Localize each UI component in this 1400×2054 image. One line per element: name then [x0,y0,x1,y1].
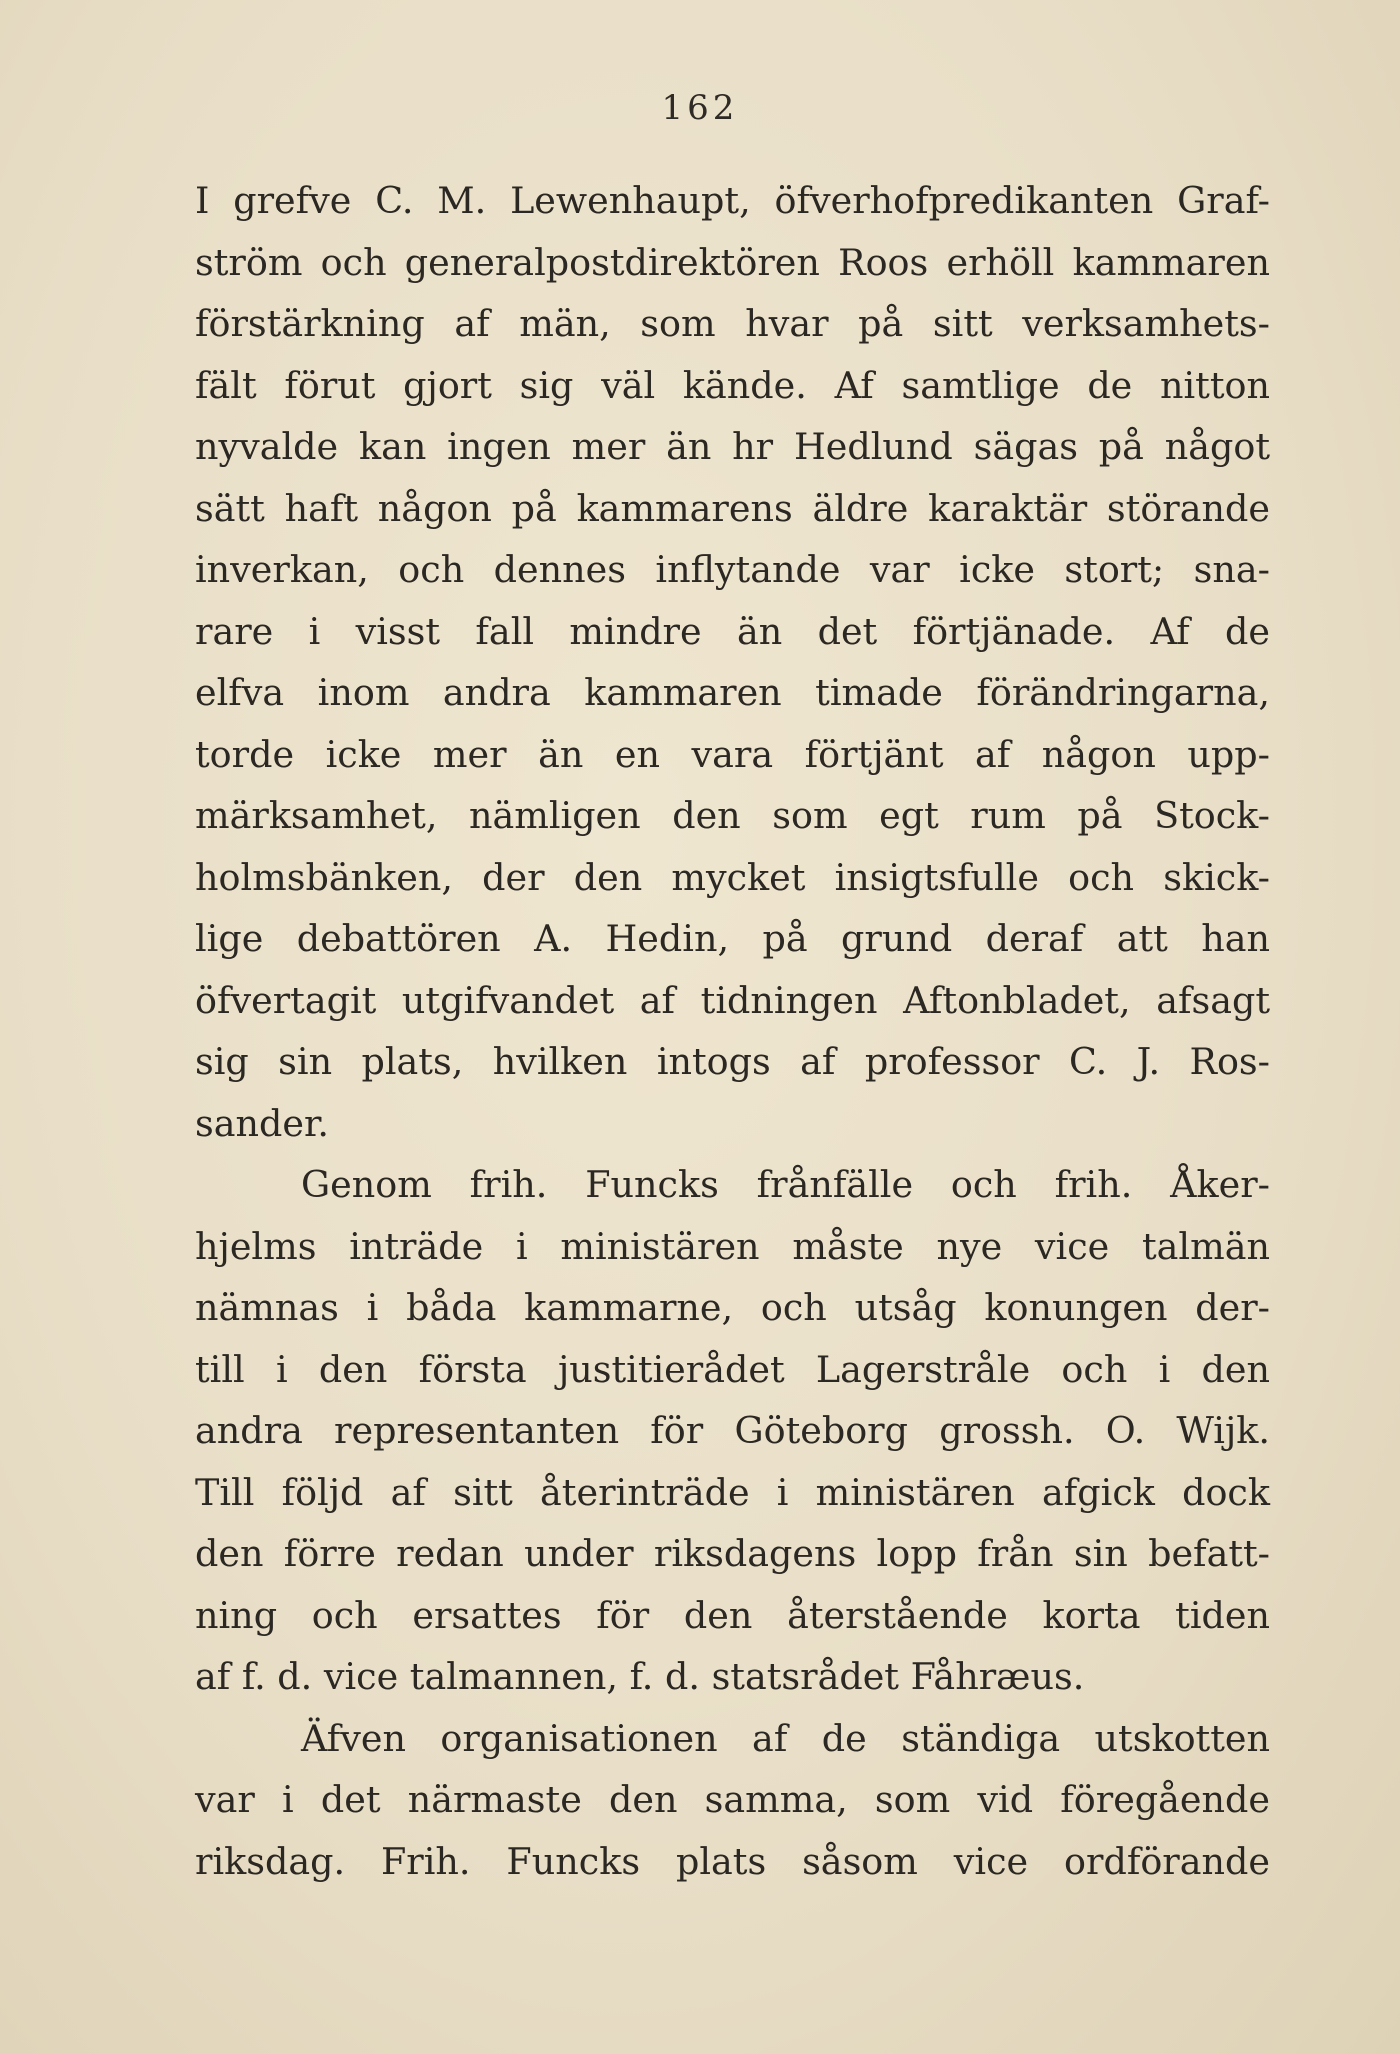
text-line: fält förut gjort sig väl kände. Af samtlige de nitton [195,363,1270,407]
text-line: Till följd af sitt återinträde i ministären afgick dock [195,1470,1270,1514]
text-line: I grefve C. M. Lewenhaupt, öfverhofpredikanten Graf- [195,179,1270,222]
page-number: 162 [661,88,739,128]
paragraph-start-line: Äfven organisationen af de ständiga utskotten [301,1716,1270,1760]
text-line: hjelms inträde i ministären måste nye vice talmän [195,1224,1270,1268]
text-line: lige debattören A. Hedin, på grund deraf att han [195,917,1270,960]
text-line: ning och ersattes för den återstående korta tiden [195,1593,1270,1637]
text-line: inverkan, och dennes inflytande var icke stort; sna- [195,548,1270,591]
body-text [195,170,1270,1892]
text-line: torde icke mer än en vara förtjänt af någon upp- [195,732,1270,776]
text-line: sätt haft någon på kammarens äldre karaktär störande [195,486,1270,530]
text-line: rare i visst fall mindre än det förtjänade. Af de [195,609,1270,653]
text-line: förstärkning af män, som hvar på sitt verksamhets- [195,302,1270,345]
text-line: riksdag. Frih. Funcks plats såsom vice ordförande [195,1839,1270,1883]
text-line: var i det närmaste den samma, som vid föregående [195,1778,1270,1821]
paragraph-start-line: Genom frih. Funcks frånfälle och frih. Åker- [301,1163,1270,1206]
text-line: holmsbänken, der den mycket insigtsfulle och skick- [195,855,1270,899]
text-line: den förre redan under riksdagens lopp från sin befatt- [195,1532,1270,1575]
paragraph-end-line: sander. [195,1101,330,1145]
text-line: till i den första justitierådet Lagerstråle och i den [195,1347,1270,1391]
text-line: ström och generalpostdirektören Roos erhöll kammaren [195,240,1270,284]
text-line: öfvertagit utgifvandet af tidningen Aftonbladet, afsagt [195,978,1270,1022]
text-line: andra representanten för Göteborg grossh. O. Wijk. [195,1409,1270,1452]
paragraph-end-line: af f. d. vice talmannen, f. d. statsrådet Fåhræus. [195,1655,1085,1698]
text-line: sig sin plats, hvilken intogs af professor C. J. Ros- [195,1040,1270,1083]
text-line: nyvalde kan ingen mer än hr Hedlund sägas på något [195,425,1270,468]
text-line: elfva inom andra kammaren timade förändringarna, [195,671,1270,714]
text-line: märksamhet, nämligen den som egt rum på Stock- [195,794,1270,837]
text-line: nämnas i båda kammarne, och utsåg konungen der- [195,1286,1270,1329]
